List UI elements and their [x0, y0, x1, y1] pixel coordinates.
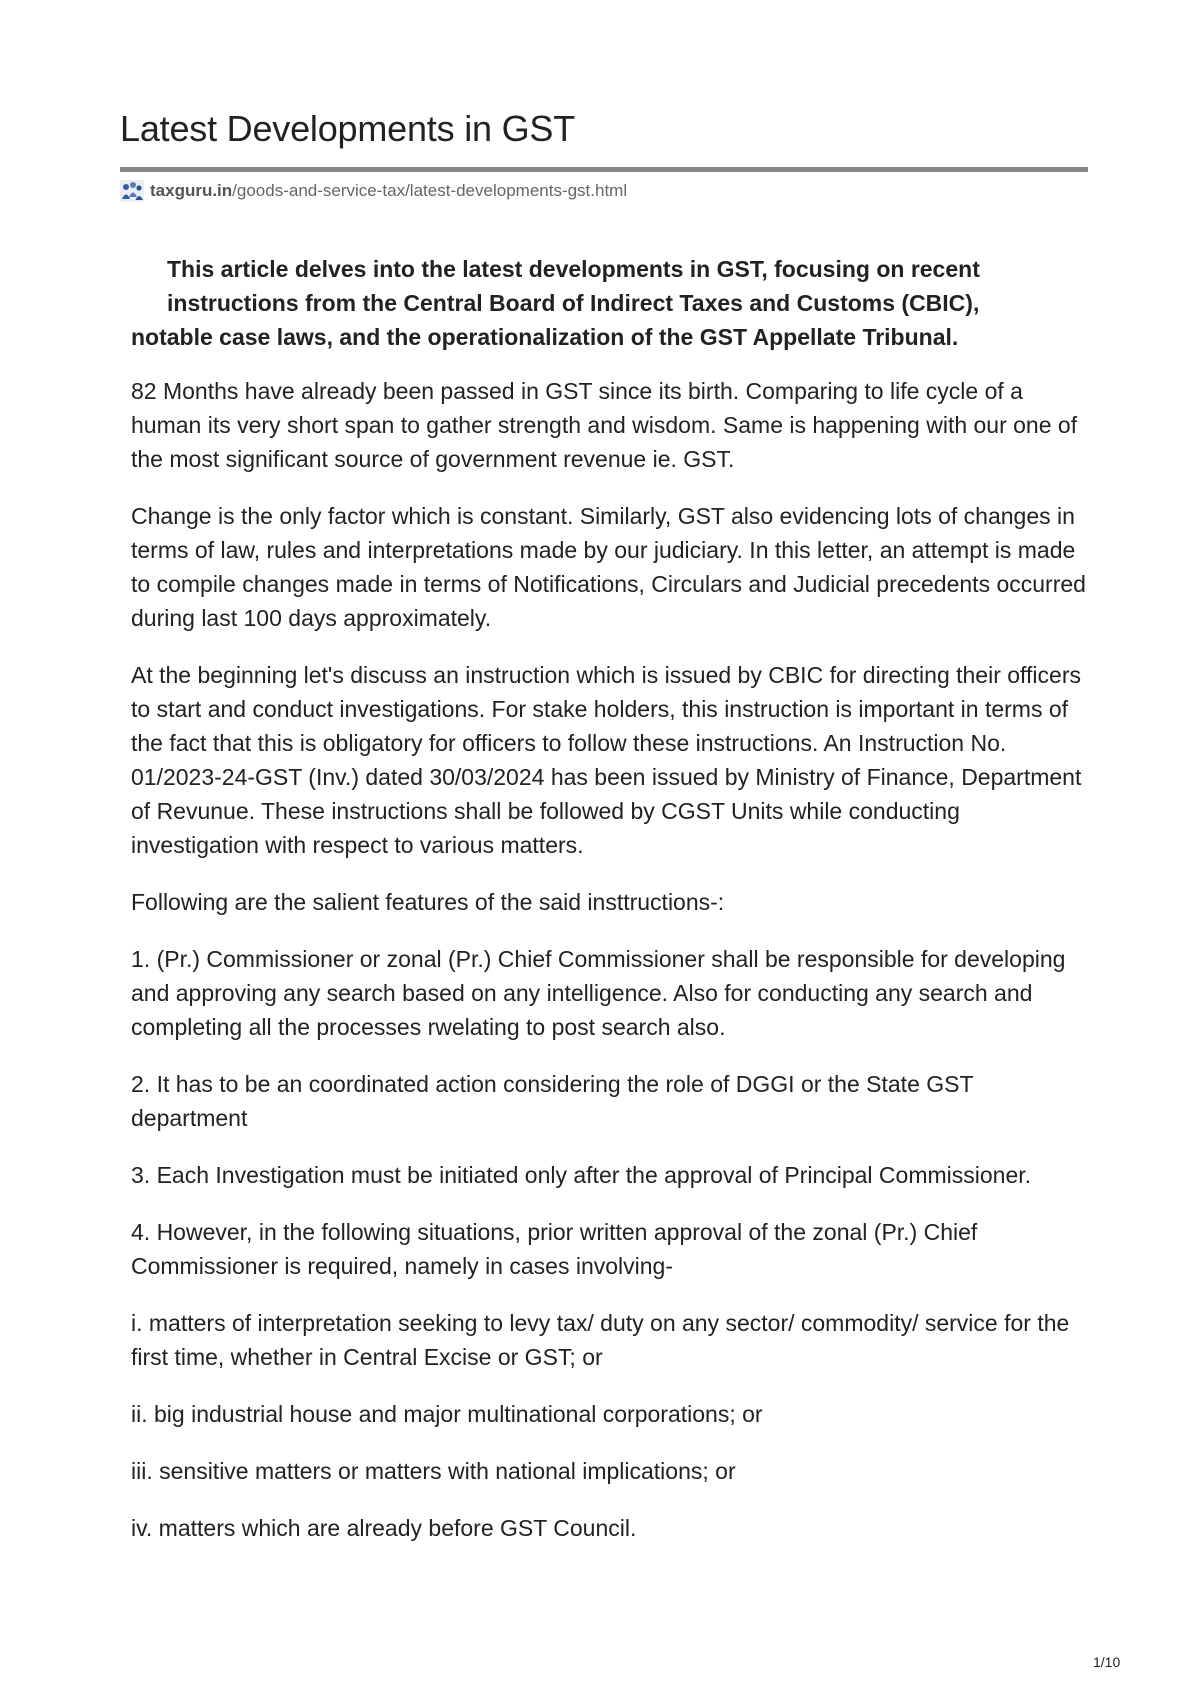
source-link[interactable] [120, 180, 627, 202]
taxguru-people-icon [120, 180, 144, 202]
paragraph: At the beginning let's discuss an instruction which is issued by CBIC for directing their officers to start and conduct investigations. For stake holders, this instruction is important in terms of the fact that this is obligatory for officers to follow these instructions. An Instruction No. 01/2023-24-GST (Inv.) dated 30/03/2024 has been issued by Ministry of Finance, Department of Revunue. These instructions shall be followed by CGST Units while conducting investigation with respect to various matters. [131, 662, 1082, 858]
paragraph: Following are the salient features of the said insttructions-: [131, 889, 725, 915]
source-domain: taxguru.in [150, 181, 233, 200]
list-item: 1. (Pr.) Commissioner or zonal (Pr.) Chief Commissioner shall be responsible for developing and approving any search based on any intelligence. Also for conducting any search and completing all the processes rwelating to post search also. [131, 946, 1066, 1040]
sub-list-item: i. matters of interpretation seeking to levy tax/ duty on any sector/ commodity/ service for the first time, whether in Central Excise or GST; or [131, 1310, 1070, 1370]
sub-list-item: ii. big industrial house and major multinational corporations; or [131, 1401, 763, 1427]
article-body [131, 252, 1091, 1568]
lead-line: notable case laws, and the operationalization of the GST Appellate Tribunal. [131, 324, 959, 350]
page-number: 1/10 [1093, 1654, 1121, 1670]
list-item: 4. However, in the following situations, prior written approval of the zonal (Pr.) Chief Commissioner is required, namely in cases involving- [131, 1219, 978, 1279]
sub-list-item: iv. matters which are already before GST Council. [131, 1515, 637, 1541]
lead-line: This article delves into the latest developments in GST, focusing on recent [167, 256, 980, 282]
paragraph: 82 Months have already been passed in GST since its birth. Comparing to life cycle of a human its very short span to gather strength and wisdom. Same is happening with our one of the most significant source of government revenue ie. GST. [131, 378, 1078, 472]
list-item: 3. Each Investigation must be initiated only after the approval of Principal Commissioner. [131, 1162, 1032, 1188]
article-lead [131, 252, 1091, 354]
lead-line: instructions from the Central Board of Indirect Taxes and Customs (CBIC), [167, 290, 980, 316]
sub-list-item: iii. sensitive matters or matters with national implications; or [131, 1458, 736, 1484]
paragraph: Change is the only factor which is constant. Similarly, GST also evidencing lots of changes in terms of law, rules and interpretations made by our judiciary. In this letter, an attempt is made to compile changes made in terms of Notifications, Circulars and Judicial precedents occurred during last 100 days approximately. [131, 503, 1086, 631]
source-path: /goods-and-service-tax/latest-developments-gst.html [232, 181, 628, 200]
list-item: 2. It has to be an coordinated action considering the role of DGGI or the State GST department [131, 1071, 974, 1131]
page-title: Latest Developments in GST [120, 108, 576, 149]
title-divider [120, 167, 1088, 172]
